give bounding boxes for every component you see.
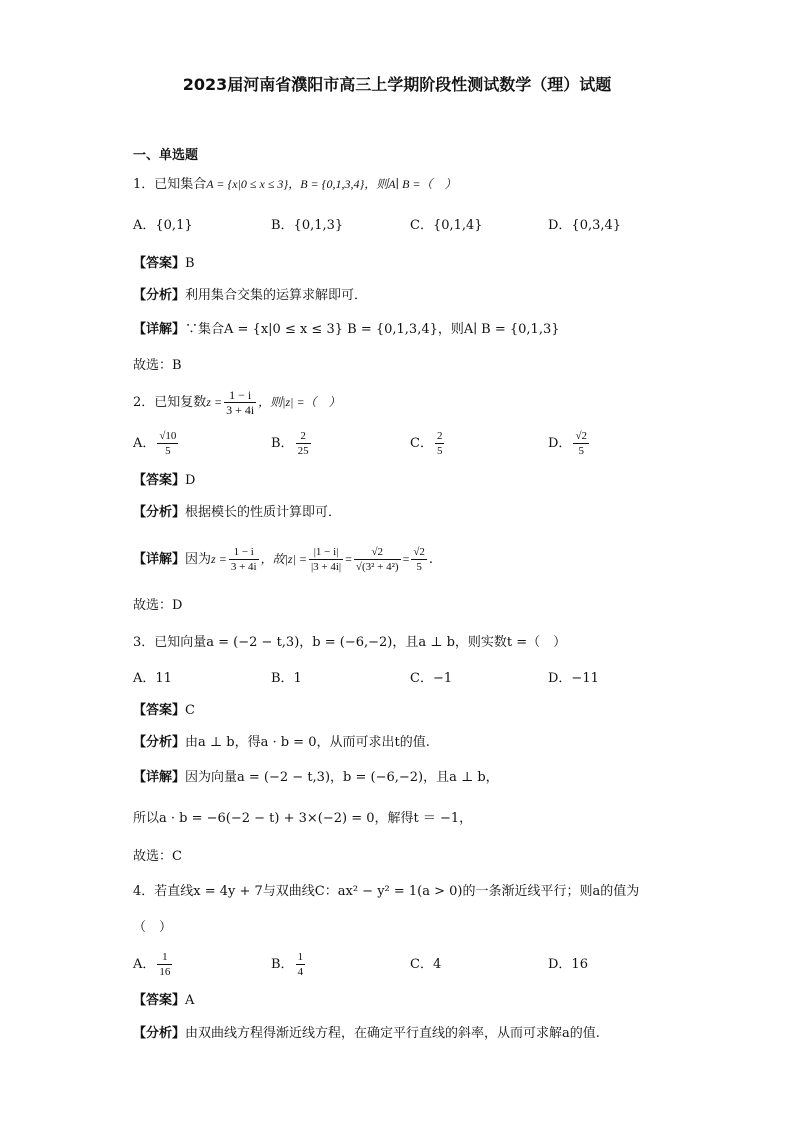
q1-ask: ，则A∣ B =（ ）	[364, 177, 457, 191]
q2-detail-frac-1-num: |1 − i|	[309, 545, 343, 560]
q2-detail-frac-2-den: √(3² + 4²)	[355, 561, 399, 573]
q2-detail-z: z =	[211, 552, 227, 566]
answer-tag: 【答案】	[133, 993, 186, 1008]
section-heading: 一、单选题	[133, 148, 199, 163]
q2-detail-pre: 因为	[185, 552, 212, 567]
q1-option-a: A．{0,1}	[133, 218, 193, 233]
q4-option-b	[271, 947, 307, 983]
q2-option-a-label: A．	[133, 436, 156, 451]
q1-set-a: A = {x|0 ≤ x ≤ 3}	[206, 177, 289, 191]
detail-tag: 【详解】	[133, 770, 186, 785]
question-4: 4．若直线x = 4y + 7与双曲线C：ax² − y² = 1(a > 0)的一条渐近线平行；则a的值为	[133, 884, 640, 899]
q2-z: z =	[206, 395, 223, 409]
q1-prefix: 1．已知集合	[133, 177, 207, 192]
q3-detail-text: 因为向量a = (−2 − t,3)，b = (−6,−2)，且a ⊥ b，	[185, 770, 499, 785]
q4-option-c: C．4	[410, 957, 442, 972]
q2-option-a-num: √10	[159, 430, 177, 442]
q2-z-fraction	[224, 388, 256, 417]
q2-answer	[133, 472, 195, 490]
q4-option-b-fraction	[296, 950, 306, 979]
q4-option-a-fraction	[157, 950, 172, 979]
q2-option-a	[133, 426, 180, 462]
q3-option-a: A．11	[133, 671, 172, 686]
q3-option-c: C．−1	[410, 671, 453, 686]
analysis-tag: 【分析】	[133, 735, 186, 750]
q2-z-denominator: 3 + 4i	[226, 403, 255, 417]
q2-detail-frac-2-num: √2	[354, 545, 401, 560]
page-title: 2023届河南省濮阳市高三上学期阶段性测试数学（理）试题	[182, 75, 612, 94]
q4-answer-value: A	[185, 993, 195, 1008]
q1-answer	[133, 255, 195, 273]
q2-z-numerator: 1 − i	[224, 388, 256, 403]
q2-prefix: 2．已知复数	[133, 395, 207, 410]
q2-detail-frac-3-num: √2	[413, 546, 425, 558]
q2-detail-eq-1: =	[345, 552, 352, 566]
q2-option-c-den: 5	[436, 445, 443, 457]
answer-tag: 【答案】	[133, 473, 186, 488]
q2-detail-frac-0-den: 3 + 4i	[230, 561, 257, 573]
q2-option-d-fraction	[573, 429, 589, 458]
q2-detail	[133, 541, 433, 578]
q4-option-a	[133, 947, 174, 983]
q1-analysis	[133, 287, 367, 305]
q2-detail-frac-3-den: 5	[416, 561, 422, 573]
q2-option-c	[410, 426, 446, 462]
q4-option-b-num: 1	[297, 951, 304, 963]
q1-answer-value: B	[185, 256, 195, 271]
q4-answer	[133, 992, 194, 1010]
q2-choose: 故选：D	[133, 598, 183, 613]
q2-option-c-fraction	[435, 429, 445, 458]
question-3: 3．已知向量a = (−2 − t,3)，b = (−6,−2)，且a ⊥ b，则实数t =（ ）	[133, 635, 567, 650]
q2-detail-frac-0-num: 1 − i	[229, 545, 259, 560]
q2-answer-value: D	[185, 473, 196, 488]
q2-detail-frac-2	[354, 545, 401, 574]
q1-detail	[133, 321, 560, 339]
q3-analysis-text: 由a ⊥ b，得a · b = 0，从而可求出t的值.	[185, 735, 430, 750]
q3-option-d: D．−11	[548, 671, 599, 686]
q2-option-b	[271, 426, 313, 462]
q2-detail-frac-1	[309, 545, 343, 574]
analysis-tag: 【分析】	[133, 1026, 186, 1041]
detail-tag: 【详解】	[133, 552, 186, 567]
detail-tag: 【详解】	[133, 322, 186, 337]
analysis-tag: 【分析】	[133, 288, 186, 303]
q4-option-b-label: B．	[271, 957, 294, 972]
q2-ask: ，则|z| =（ ）	[258, 395, 341, 409]
q3-answer	[133, 702, 195, 720]
q3-option-b: B．1	[271, 671, 302, 686]
q1-option-c: C．{0,1,4}	[410, 218, 483, 233]
q4-analysis-text: 由双曲线方程得渐近线方程，在确定平行直线的斜率，从而可求解a的值.	[185, 1026, 600, 1041]
q2-option-b-label: B．	[271, 436, 294, 451]
q1-set-b: ，B = {0,1,3,4}	[288, 177, 365, 191]
q1-option-d: D．{0,3,4}	[548, 218, 622, 233]
q2-option-d	[548, 426, 591, 462]
q2-analysis	[133, 504, 341, 522]
answer-tag: 【答案】	[133, 703, 186, 718]
q2-option-c-label: C．	[410, 436, 433, 451]
q3-analysis	[133, 734, 430, 752]
q3-choose: 故选：C	[133, 849, 182, 864]
q4-option-d: D．16	[548, 957, 588, 972]
q4-option-a-den: 16	[159, 966, 171, 978]
q2-option-b-num: 2	[296, 429, 311, 444]
q2-detail-end: .	[428, 552, 434, 567]
q1-choose: 故选：B	[133, 358, 182, 373]
q2-option-b-den: 25	[297, 445, 309, 457]
q2-analysis-text: 根据模长的性质计算即可．	[185, 505, 342, 520]
q1-option-b: B．{0,1,3}	[271, 218, 344, 233]
q2-option-a-fraction	[157, 429, 178, 458]
answer-tag: 【答案】	[133, 256, 186, 271]
question-1	[133, 175, 457, 194]
q2-option-c-num: 2	[436, 430, 443, 442]
q2-option-a-den: 5	[165, 445, 171, 457]
q3-answer-value: C	[185, 703, 195, 718]
q2-detail-mid: ，故|z| =	[260, 552, 307, 566]
analysis-tag: 【分析】	[133, 505, 186, 520]
q4-analysis	[133, 1025, 600, 1043]
question-2	[133, 384, 341, 421]
q2-detail-frac-0	[229, 545, 259, 574]
q2-detail-eq-2: =	[402, 552, 410, 566]
question-4-paren: （ ）	[133, 920, 173, 935]
q2-detail-frac-1-den: |3 + 4i|	[310, 561, 342, 573]
q1-detail-text: ∵集合A = {x|0 ≤ x ≤ 3} B = {0,1,3,4}，则A∣ B = {0,1,3}	[185, 322, 560, 337]
q2-option-d-num: √2	[575, 430, 587, 442]
q4-option-b-den: 4	[297, 966, 304, 978]
q3-detail	[133, 769, 499, 787]
q4-option-a-num: 1	[157, 950, 172, 965]
q3-detail-2: 所以a · b = −6(−2 − t) + 3×(−2) = 0，解得t ＝ −1，	[133, 811, 473, 826]
q2-option-d-den: 5	[578, 445, 584, 457]
q2-detail-frac-3	[411, 545, 427, 574]
q2-option-b-fraction	[296, 429, 311, 458]
q2-option-d-label: D．	[548, 436, 572, 451]
q4-option-a-label: A．	[133, 957, 156, 972]
q1-analysis-text: 利用集合交集的运算求解即可．	[185, 288, 368, 303]
